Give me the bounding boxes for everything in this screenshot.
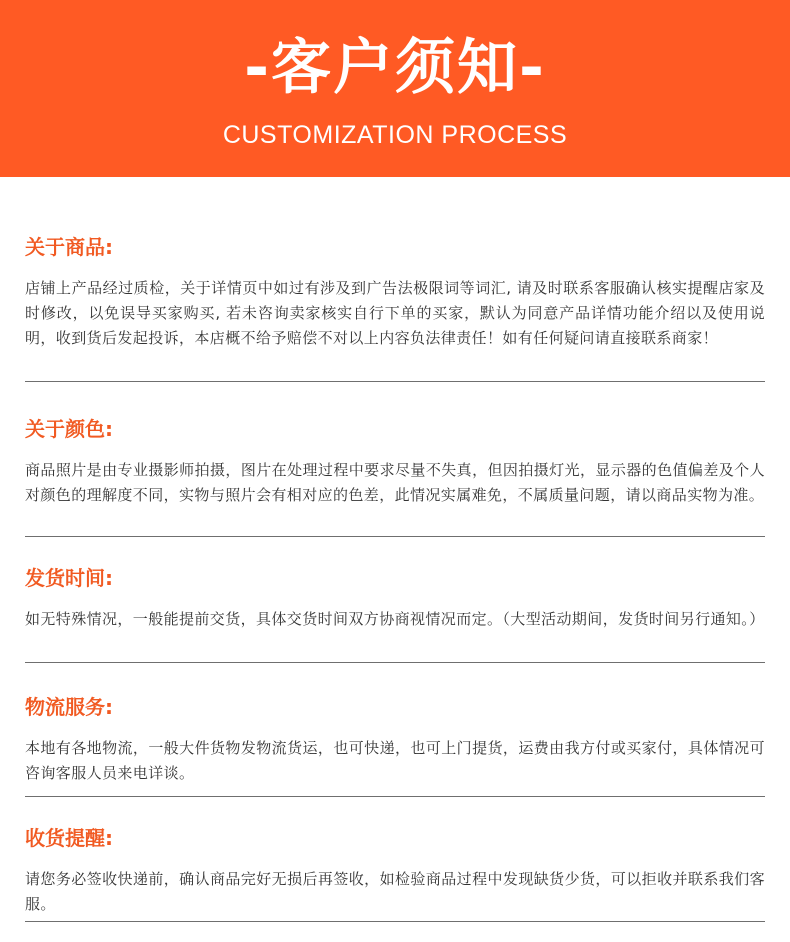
section-product — [25, 234, 765, 351]
section-divider — [25, 796, 765, 797]
section-heading-receipt-reminder: 收货提醒: — [25, 826, 113, 850]
header-banner — [0, 0, 790, 177]
page-subtitle: CUSTOMIZATION PROCESS — [222, 121, 568, 149]
section-body-product: 店铺上产品经过质检，关于详情页中如过有涉及到广告法极限词等词汇, 请及时联系客服确认核实提醒店家及时修改，以免误导买家购买, 若未咨询卖家核实自行下单的买家，默认为同意产品详情功能介绍以及使用说明，收到货后发起投诉，本店概不给予赔偿不对以上内容负法律责任！如有任何疑问请直接联系商家！ — [25, 279, 765, 347]
section-body-receipt-reminder: 请您务必签收快递前，确认商品完好无损后再签收，如检验商品过程中发现缺货少货，可以拒收并联系我们客服。 — [25, 870, 765, 913]
section-shipping-time — [25, 565, 765, 632]
section-divider — [25, 381, 765, 382]
section-heading-color: 关于颜色: — [25, 417, 113, 441]
section-body-shipping-time: 如无特殊情况，一般能提前交货，具体交货时间双方协商视情况而定。（大型活动期间，发货时间另行通知。） — [25, 610, 765, 628]
page-title: -客户须知- — [244, 33, 546, 103]
section-body-logistics: 本地有各地物流，一般大件货物发物流货运，也可快递，也可上门提货，运费由我方付或买家付，具体情况可咨询客服人员来电详谈。 — [25, 739, 765, 782]
section-body-color: 商品照片是由专业摄影师拍摄，图片在处理过程中要求尽量不失真，但因拍摄灯光，显示器的色值偏差及个人对颜色的理解度不同，实物与照片会有相对应的色差，此情况实属难免，不属质量问题，请以商品实物为准。 — [25, 461, 765, 504]
section-heading-product: 关于商品: — [25, 235, 113, 259]
section-divider — [25, 536, 765, 537]
section-heading-shipping-time: 发货时间: — [25, 566, 113, 590]
section-divider — [25, 662, 765, 663]
section-receipt-reminder — [25, 825, 765, 917]
section-logistics — [25, 694, 765, 786]
section-heading-logistics: 物流服务: — [25, 695, 113, 719]
section-divider — [25, 921, 765, 922]
section-color — [25, 416, 765, 508]
